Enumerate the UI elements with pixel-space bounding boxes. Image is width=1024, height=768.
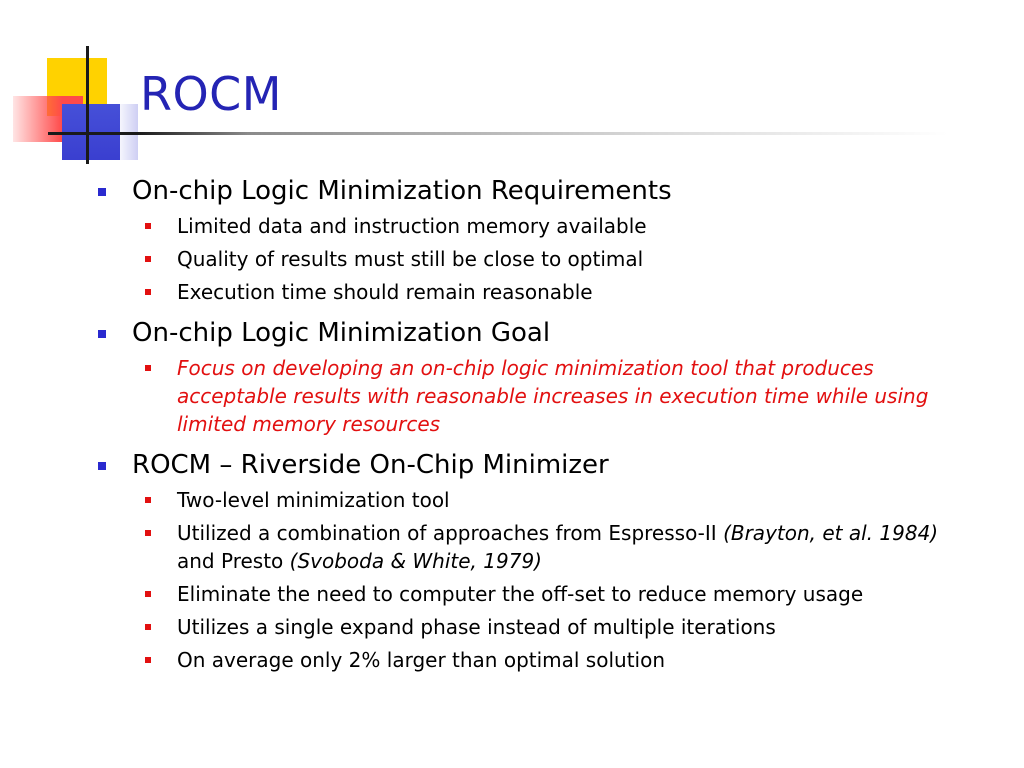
square-bullet-icon	[98, 462, 106, 470]
sub-list-requirements	[95, 212, 995, 306]
list-item-text: and Presto	[177, 549, 290, 573]
square-bullet-icon	[98, 188, 106, 196]
citation-svoboda: (Svoboda & White, 1979)	[289, 549, 542, 573]
list-item-text: Quality of results must still be close to optimal	[177, 247, 644, 271]
square-bullet-icon	[145, 497, 151, 503]
bullet-goal	[95, 314, 995, 352]
list-item-text: Limited data and instruction memory available	[177, 214, 647, 238]
square-bullet-icon	[145, 624, 151, 630]
square-bullet-icon	[145, 289, 151, 295]
list-item-text: On average only 2% larger than optimal solution	[177, 648, 666, 672]
section-heading: On-chip Logic Minimization Requirements	[132, 176, 672, 206]
square-bullet-icon	[145, 657, 151, 663]
list-item	[95, 613, 977, 641]
list-item-text: Two-level minimization tool	[177, 488, 450, 512]
list-item-text: Utilizes a single expand phase instead of multiple iterations	[177, 615, 776, 639]
sub-list-goal	[95, 354, 995, 438]
bullet-requirements	[95, 172, 995, 210]
citation-brayton: (Brayton, et al. 1984)	[723, 521, 939, 545]
title-underline	[48, 132, 948, 135]
slide-content	[95, 172, 995, 680]
list-item	[95, 580, 977, 608]
square-bullet-icon	[145, 223, 151, 229]
list-item	[95, 354, 977, 438]
list-item	[95, 245, 977, 273]
logo-vertical-line	[86, 46, 89, 164]
square-bullet-icon	[145, 591, 151, 597]
list-item	[95, 278, 977, 306]
section-heading: On-chip Logic Minimization Goal	[132, 318, 551, 348]
list-item	[95, 646, 977, 674]
square-bullet-icon	[145, 365, 151, 371]
sub-list-rocm	[95, 486, 995, 674]
square-bullet-icon	[145, 530, 151, 536]
section-heading: ROCM – Riverside On-Chip Minimizer	[132, 450, 609, 480]
list-item-text: Execution time should remain reasonable	[177, 280, 593, 304]
bullet-rocm	[95, 446, 995, 484]
square-bullet-icon	[98, 330, 106, 338]
square-bullet-icon	[145, 256, 151, 262]
list-item-text: Utilized a combination of approaches from Espresso-II	[177, 521, 724, 545]
list-item-text: Eliminate the need to computer the off-set to reduce memory usage	[177, 582, 864, 606]
list-item	[95, 486, 977, 514]
list-item	[95, 519, 977, 575]
decorative-logo	[0, 0, 160, 170]
list-item	[95, 212, 977, 240]
goal-statement: Focus on developing an on-chip logic minimization tool that produces acceptable results with reasonable increases in execution time while using limited memory resources	[177, 356, 929, 436]
slide-title: ROCM	[140, 67, 282, 121]
